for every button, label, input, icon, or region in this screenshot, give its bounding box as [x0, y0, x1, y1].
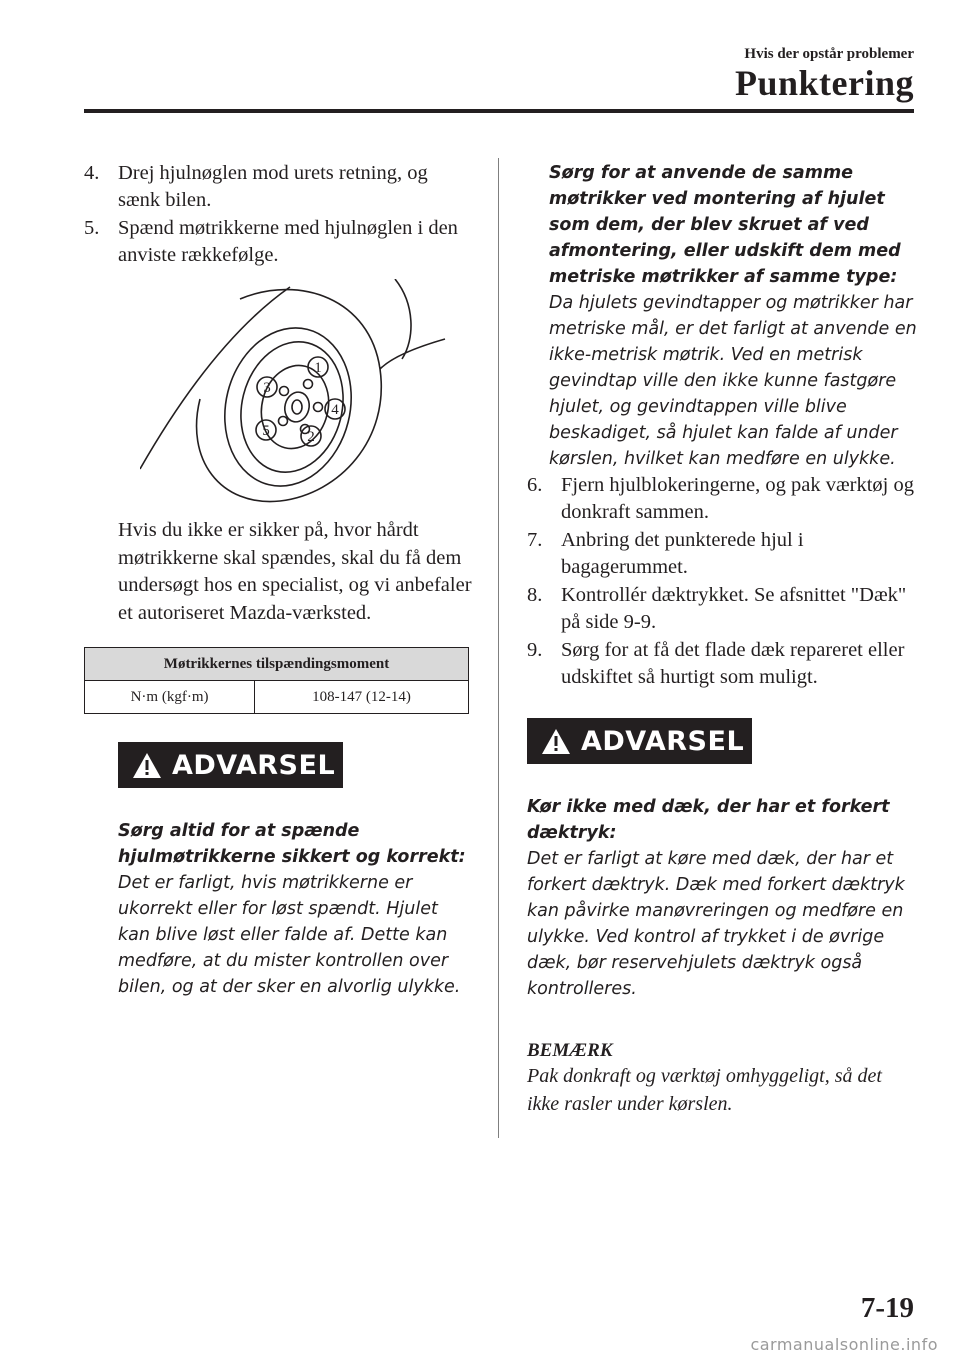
right-column: [527, 160, 917, 1118]
bolt-label-3: 3: [263, 380, 271, 396]
step-number: 8.: [527, 584, 543, 606]
step-number: 5.: [84, 217, 100, 239]
torque-value: 108-147 (12-14): [255, 681, 469, 714]
footer-site-link[interactable]: carmanualsonline.info: [750, 1335, 938, 1354]
warning-text: [527, 794, 917, 1002]
warning-label: ADVARSEL: [581, 725, 745, 757]
warning-title: Kør ikke med dæk, der har et forkert dæktryk:: [527, 797, 890, 843]
step-text: Anbring det punkterede hjul i bagagerummet.: [561, 529, 804, 578]
step-text: Fjern hjulblokeringerne, og pak værktøj og donkraft sammen.: [561, 474, 914, 523]
step-text: Drej hjulnøglen mod urets retning, og sænk bilen.: [118, 162, 428, 211]
warning-text: [84, 818, 474, 1000]
step-text: Kontrollér dæktrykket. Se afsnittet "Dæk" på side 9-9.: [561, 584, 907, 633]
torque-table-header: Møtrikkernes tilspændingsmoment: [85, 648, 469, 681]
step-number: 4.: [84, 162, 100, 184]
section-title: Hvis der opstår problemer: [744, 46, 914, 62]
bolt-label-5: 5: [262, 423, 270, 439]
left-column: [84, 160, 474, 1000]
bolt-label-2: 2: [307, 429, 315, 445]
page-number: 7-19: [860, 1292, 914, 1324]
step-8: [527, 582, 917, 636]
warning-triangle-icon: [132, 752, 162, 779]
wheel-tightening-diagram: [140, 279, 470, 509]
warning-continued-body: Da hjulets gevindtapper og møtrikker har metriske mål, er det farligt at anvende en ikke-metrisk møtrik. Ved en metrisk gevindtap ville den ikke kunne fastgøre hjulet, og gevindtappen ville blive beskadiget, så hjulet kan falde af under kørslen, hvilket kan medføre en ulykke.: [549, 293, 917, 469]
warning-badge: [118, 742, 343, 788]
warning-continued-title: Sørg for at anvende de samme møtrikker ved montering af hjulet som dem, der blev skruet af ved afmontering, eller udskift dem med metriske møtrikker af samme type:: [549, 163, 901, 287]
bolt-label-1: 1: [314, 360, 322, 376]
torque-advice: Hvis du ikke er sikker på, hvor hårdt møtrikkerne skal spændes, skal du få dem undersøgt hos en specialist, og vi anbefaler et autoriseret Mazda-værksted.: [118, 519, 472, 624]
warning-triangle-icon: [541, 728, 571, 755]
step-6: [527, 472, 917, 526]
step-5: [84, 215, 474, 269]
step-4: [84, 160, 474, 214]
step-9: [527, 637, 917, 691]
warning-body: Det er farligt, hvis møtrikkerne er ukorrekt eller for løst spændt. Hjulet kan blive løst eller falde af. Dette kan medføre, at du mister kontrollen over bilen, og at der sker en alvorlig ulykke.: [118, 873, 461, 997]
note-text: Pak donkraft og værktøj omhyggeligt, så det ikke rasler under kørslen.: [527, 1065, 882, 1115]
warning-continued: [527, 160, 917, 472]
header-rule: [84, 109, 914, 113]
warning-body: Det er farligt at køre med dæk, der har et forkert dæktryk. Dæk med forkert dæktryk kan påvirke manøvreringen og medføre en ulykke. Ved kontrol af trykket i de øvrige dæk, bør reservehjulets dæktryk også kontrolleres.: [527, 849, 905, 999]
page-title: Punktering: [734, 63, 914, 103]
column-divider: [498, 158, 499, 1138]
warning-label: ADVARSEL: [172, 749, 336, 781]
bolt-label-4: 4: [331, 402, 339, 418]
warning-badge: [527, 718, 752, 764]
note-title: BEMÆRK: [527, 1040, 613, 1061]
step-number: 6.: [527, 474, 543, 496]
torque-table: [84, 647, 469, 714]
step-number: 9.: [527, 639, 543, 661]
warning-title: Sørg altid for at spænde hjulmøtrikkerne sikkert og korrekt:: [118, 821, 466, 867]
step-number: 7.: [527, 529, 543, 551]
step-text: Sørg for at få det flade dæk repareret eller udskiftet så hurtigt som muligt.: [561, 639, 905, 688]
step-text: Spænd møtrikkerne med hjulnøglen i den anviste rækkefølge.: [118, 217, 458, 266]
step-7: [527, 527, 917, 581]
torque-unit: N·m (kgf·m): [85, 681, 255, 714]
